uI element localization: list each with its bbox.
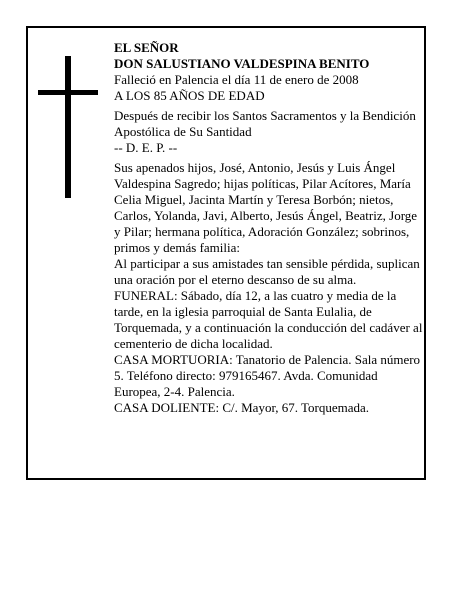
deceased-name: DON SALUSTIANO VALDESPINA BENITO — [114, 56, 370, 71]
notice-text — [114, 40, 424, 416]
request-paragraph: Al participar a sus amistades tan sensible pérdida, suplican una oración por el eterno descanso de su alma. — [114, 256, 420, 287]
family-paragraph: Sus apenados hijos, José, Antonio, Jesús y Luis Ángel Valdespina Sagredo; hijas políticas, Pilar Acítores, María Celia Miguel, Jacinta Martín y Teresa Borbón; nietos, Carlos, Yolanda, Javi, Alberto, Jesús Ángel, Beatriz, Jorge y Pilar; hermana política, Adoración González; sobrinos, primos y demás familia: — [114, 160, 418, 255]
home-paragraph: CASA DOLIENTE: C/. Mayor, 67. Torquemada. — [114, 400, 370, 415]
obituary-notice — [26, 26, 426, 480]
mortuary-paragraph: CASA MORTUORIA: Tanatorio de Palencia. Sala número 5. Teléfono directo: 979165467. Avda. Comunidad Europea, 2-4. Palencia. — [114, 352, 421, 399]
rip-line: -- D. E. P. -- — [114, 140, 178, 155]
cross-horizontal-bar — [38, 90, 98, 95]
sacraments-paragraph: Después de recibir los Santos Sacramentos y la Bendición Apostólica de Su Santidad — [114, 108, 416, 139]
age-line: A LOS 85 AÑOS DE EDAD — [114, 88, 265, 103]
cross-icon — [38, 56, 98, 198]
death-line: Falleció en Palencia el día 11 de enero de 2008 — [114, 72, 359, 87]
cross-vertical-bar — [65, 56, 71, 198]
funeral-paragraph: FUNERAL: Sábado, día 12, a las cuatro y media de la tarde, en la iglesia parroquial de Santa Eulalia, de Torquemada, y a continuación la conducción del cadáver al cementerio de dicha localidad. — [114, 288, 423, 351]
title-line: EL SEÑOR — [114, 40, 179, 55]
